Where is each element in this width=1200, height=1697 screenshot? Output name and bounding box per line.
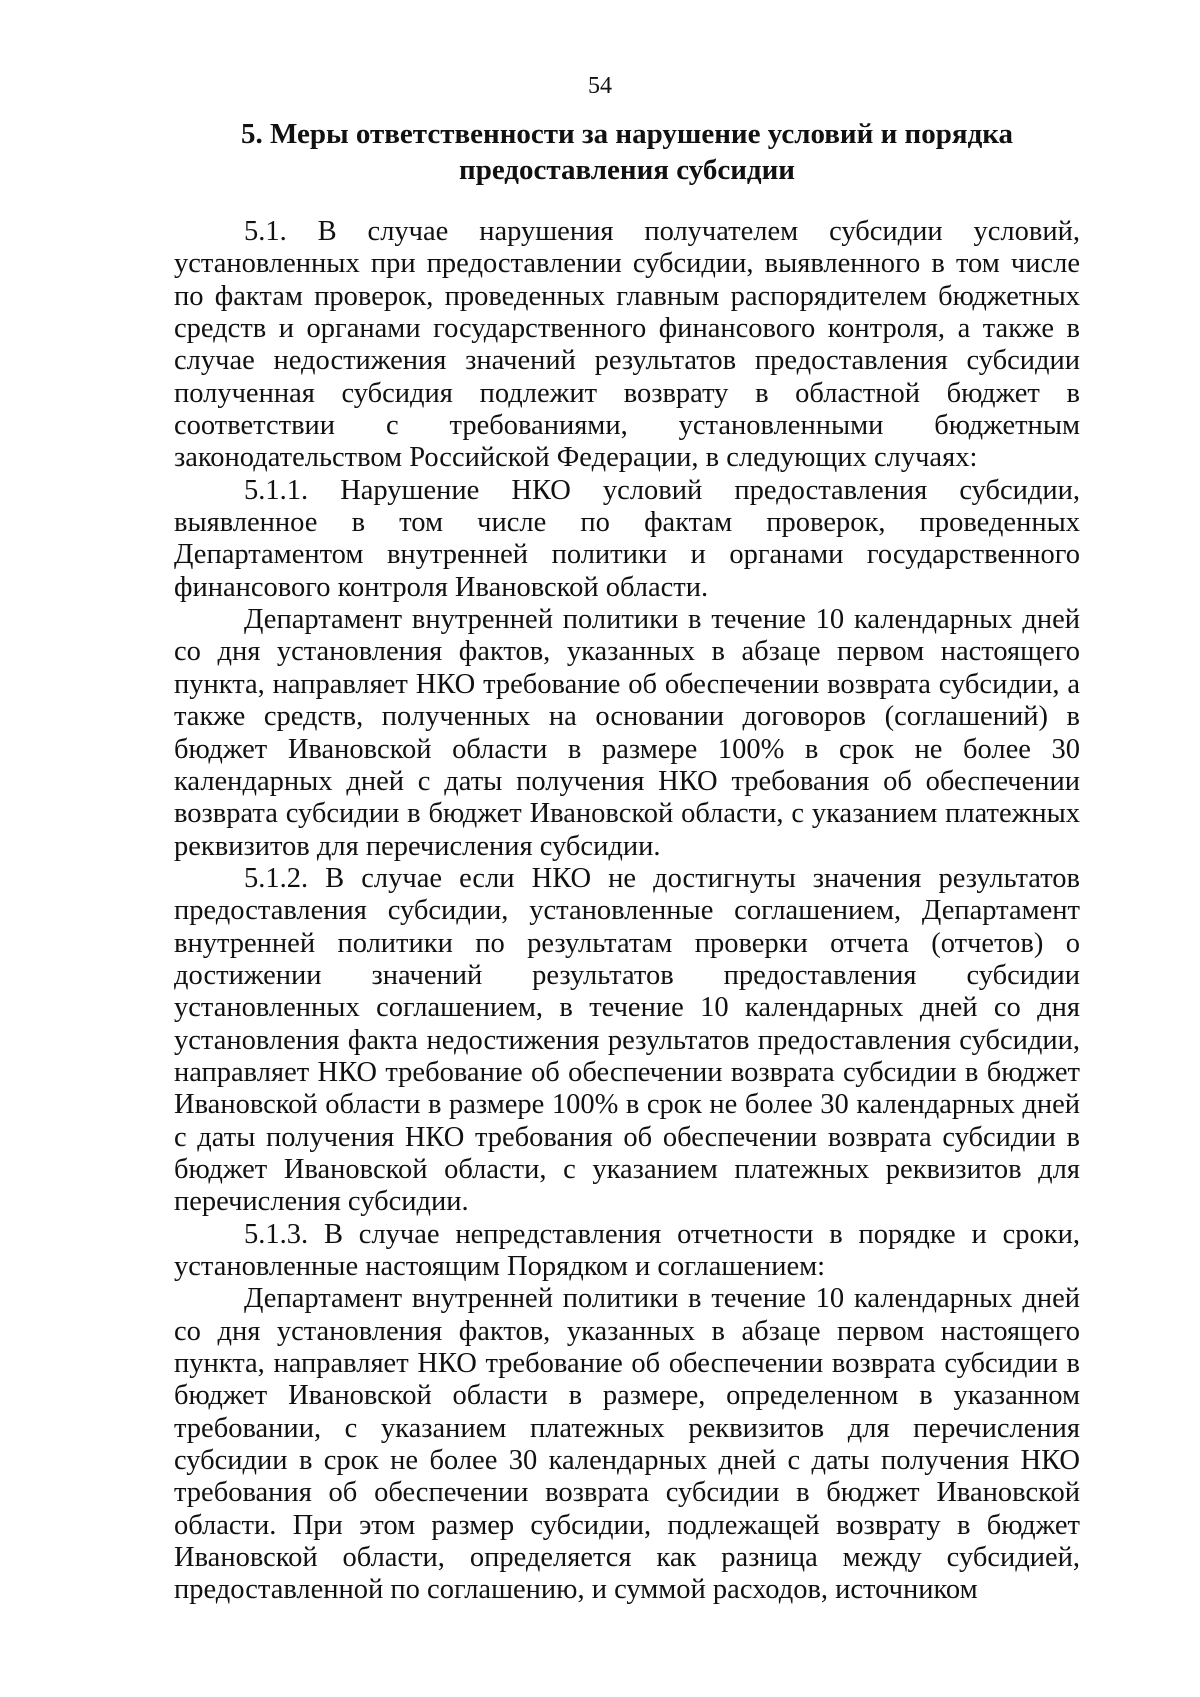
page-number: 54 <box>588 73 612 99</box>
paragraph-5-1-3: 5.1.3. В случае непредставления отчетности в порядке и сроки, установленные настоящим Порядком и соглашением: <box>174 1218 1080 1282</box>
document-body <box>174 216 1080 1607</box>
paragraph-5-1-3-department: Департамент внутренней политики в течение 10 календарных дней со дня установления фактов, указанных в абзаце первом настоящего пункта, направляет НКО требование об обеспечении возврата субсидии в бюджет Ивановской области в размере, определенном в указанном требовании, с указанием платежных реквизитов для перечисления субсидии в срок не более 30 календарных дней с даты получения НКО требования об обеспечении возврата субсидии в бюджет Ивановской области. При этом размер субсидии, подлежащей возврату в бюджет Ивановской области, определяется как разница между субсидией, предоставленной по соглашению, и суммой расходов, источником <box>174 1283 1080 1606</box>
paragraph-5-1-1-department: Департамент внутренней политики в течение 10 календарных дней со дня установления фактов, указанных в абзаце первом настоящего пункта, направляет НКО требование об обеспечении возврата субсидии, а также средств, полученных на основании договоров (соглашений) в бюджет Ивановской области в размере 100% в срок не более 30 календарных дней с даты получения НКО требования об обеспечении возврата субсидии в бюджет Ивановской области, с указанием платежных реквизитов для перечисления субсидии. <box>174 604 1080 862</box>
section-heading-line-2: предоставления субсидии <box>458 154 796 186</box>
paragraph-5-1-1: 5.1.1. Нарушение НКО условий предоставления субсидии, выявленное в том числе по фактам проверок, проведенных Департаментом внутренней политики и органами государственного финансового контроля Ивановской области. <box>174 474 1080 603</box>
paragraph-5-1: 5.1. В случае нарушения получателем субсидии условий, установленных при предоставлении субсидии, выявленного в том числе по фактам проверок, проведенных главным распорядителем бюджетных средств и органами государственного финансового контроля, а также в случае недостижения значений результатов предоставления субсидии полученная субсидия подлежит возврату в областной бюджет в соответствии с требованиями, установленными бюджетным законодательством Российской Федерации, в следующих случаях: <box>174 216 1080 474</box>
paragraph-5-1-2: 5.1.2. В случае если НКО не достигнуты значения результатов предоставления субсидии, установленные соглашением, Департамент внутренней политики по результатам проверки отчета (отчетов) о достижении значений результатов предоставления субсидии установленных соглашением, в течение 10 календарных дней со дня установления факта недостижения результатов предоставления субсидии, направляет НКО требование об обеспечении возврата субсидии в бюджет Ивановской области в размере 100% в срок не более 30 календарных дней с даты получения НКО требования об обеспечении возврата субсидии в бюджет Ивановской области, с указанием платежных реквизитов для перечисления субсидии. <box>174 862 1080 1218</box>
section-heading <box>174 116 1080 188</box>
section-heading-line-1: 5. Меры ответственности за нарушение условий и порядка <box>240 118 1014 150</box>
